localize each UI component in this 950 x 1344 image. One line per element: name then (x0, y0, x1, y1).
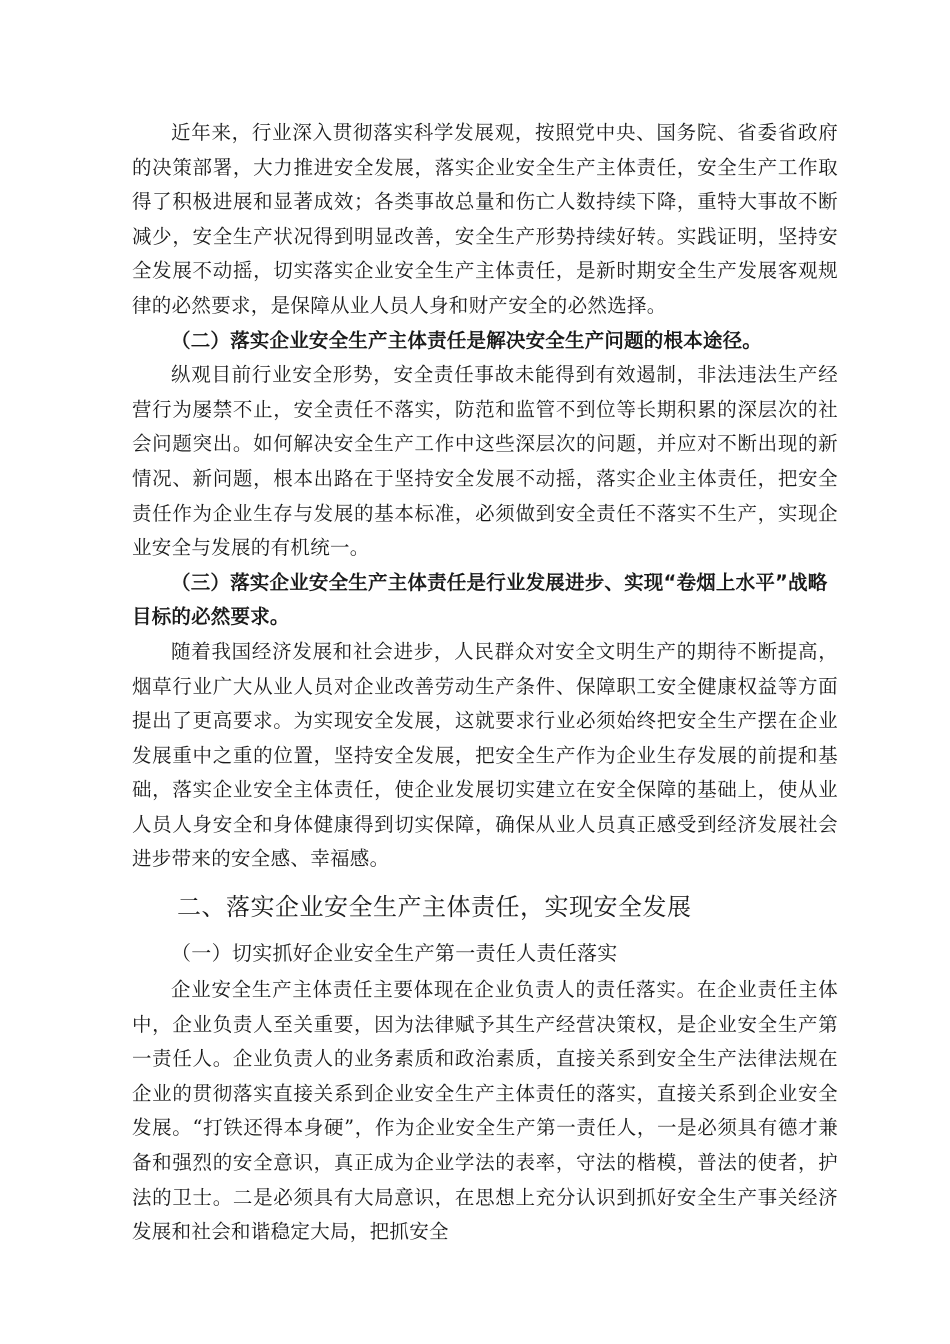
paragraph-2-1: 企业安全生产主体责任主要体现在企业负责人的责任落实。在企业责任主体中，企业负责人至关重要，因为法律赋予其生产经营决策权，是企业安全生产第一责任人。企业负责人的业务素质和政治素质，直接关系到安全生产法律法规在企业的贯彻落实直接关系到企业安全生产主体责任的落实，直接关系到企业安全发展。“打铁还得本身硬”，作为企业安全生产第一责任人，一是必须具有德才兼备和强烈的安全意识，真正成为企业学法的表率，守法的楷模，普法的使者，护法的卫士。二是必须具有大局意识，在思想上充分认识到抓好安全生产事关经济发展和社会和谐稳定大局，把抓安全 (132, 978, 838, 1244)
paragraph-2: 纵观目前行业安全形势，安全责任事故未能得到有效遏制，非法违法生产经营行为屡禁不止，安全责任不落实，防范和监管不到位等长期积累的深层次的社会问题突出。如何解决安全生产工作中这些深层次的问题，并应对不断出现的新情况、新问题，根本出路在于坚持安全发展不动摇，落实企业主体责任，把安全责任作为企业生存与发展的基本标准，必须做到安全责任不落实不生产，实现企业安全与发展的有机统一。 (132, 363, 838, 560)
subheading-2-1: （一）切实抓好企业安全生产第一责任人责任落实 (171, 941, 618, 966)
paragraph-3: 随着我国经济发展和社会进步，人民群众对安全文明生产的期待不断提高，烟草行业广大从业人员对企业改善劳动生产条件、保障职工安全健康权益等方面提出了更高要求。为实现安全发展，这就要求行业必须始终把安全生产摆在企业发展重中之重的位置，坚持安全发展，把安全生产作为企业生存发展的前提和基础，落实企业安全主体责任，使企业发展切实建立在安全保障的基础上，使从业人员人身安全和身体健康得到切实保障，确保从业人员真正感受到经济发展社会进步带来的安全感、幸福感。 (132, 639, 838, 871)
paragraph-intro: 近年来，行业深入贯彻落实科学发展观，按照党中央、国务院、省委省政府的决策部署，大力推进安全发展，落实企业安全生产主体责任，安全生产工作取得了积极进展和显著成效；各类事故总量和伤亡人数持续下降，重特大事故不断减少，安全生产状况得到明显改善，安全生产形势持续好转。实践证明，坚持安全发展不动摇，切实落实企业安全生产主体责任，是新时期安全生产发展客观规律的必然要求，是保障从业人员人身和财产安全的必然选择。 (132, 121, 838, 317)
section-heading-2: 二、落实企业安全生产主体责任，实现安全发展 (177, 893, 692, 922)
subheading-3: （三）落实企业安全生产主体责任是行业发展进步、实现“卷烟上水平”战略目标的必然要求。 (132, 570, 828, 629)
subheading-2: （二）落实企业安全生产主体责任是解决安全生产问题的根本途径。 (171, 328, 763, 352)
document-body (132, 116, 838, 1250)
